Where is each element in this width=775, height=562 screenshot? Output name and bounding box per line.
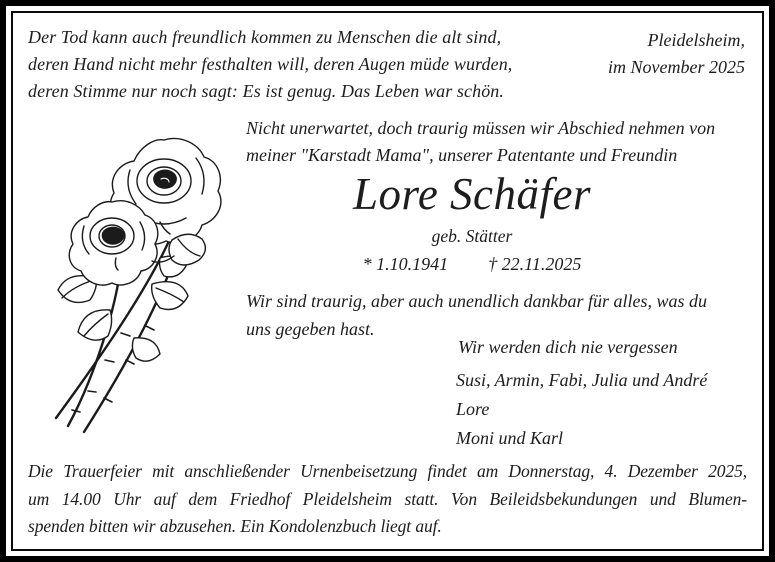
mourner-line: Moni und Karl	[456, 428, 564, 448]
verse-line: deren Stimme nur noch sagt: Es ist genug. Das Leben war schön.	[28, 81, 504, 101]
funeral-line: spenden bitten wir abzusehen. Ein Kondolenzbuch liegt auf.	[28, 516, 442, 536]
intro-text	[246, 115, 746, 169]
farewell-text: Wir werden dich nie vergessen	[458, 337, 678, 357]
maiden-name: geb. Stätter	[431, 226, 513, 246]
roses-illustration	[34, 130, 244, 444]
intro-line: Nicht unerwartet, doch traurig müssen wir Abschied nehmen von	[246, 118, 716, 138]
verse-line: Der Tod kann auch freundlich kommen zu Menschen die alt sind,	[28, 27, 502, 47]
deceased-name: Lore Schäfer	[352, 169, 592, 219]
death-date: † 22.11.2025	[488, 254, 582, 274]
funeral-line: Die Trauerfeier mit anschließender Urnenbeisetzung findet am Donnerstag, 4. Dezember 2025,	[28, 461, 747, 481]
place-dateline	[608, 27, 745, 81]
mourner-line: Lore	[456, 399, 490, 419]
intro-line: meiner "Karstadt Mama", unserer Patentante und Freundin	[246, 145, 678, 165]
mourners-list	[456, 366, 707, 453]
mourner-line: Susi, Armin, Fabi, Julia und André	[456, 370, 708, 390]
date: im November 2025	[608, 57, 745, 77]
gratitude-text	[246, 287, 751, 343]
funeral-line: um 14.00 Uhr auf dem Friedhof Pleidelsheim statt. Von Beileidsbekundungen und Blumen-	[28, 488, 747, 509]
gratitude-line: uns gegeben hast.	[246, 319, 375, 339]
opening-verse	[28, 24, 512, 105]
life-dates	[246, 254, 698, 275]
deceased-block	[246, 171, 698, 275]
gratitude-line: Wir sind traurig, aber auch unendlich dankbar für alles, was du	[246, 291, 707, 311]
funeral-info	[28, 458, 747, 541]
place: Pleidelsheim,	[647, 30, 745, 50]
verse-line: deren Hand nicht mehr festhalten will, deren Augen müde wurden,	[28, 54, 513, 74]
birth-date: * 1.10.1941	[362, 254, 449, 274]
